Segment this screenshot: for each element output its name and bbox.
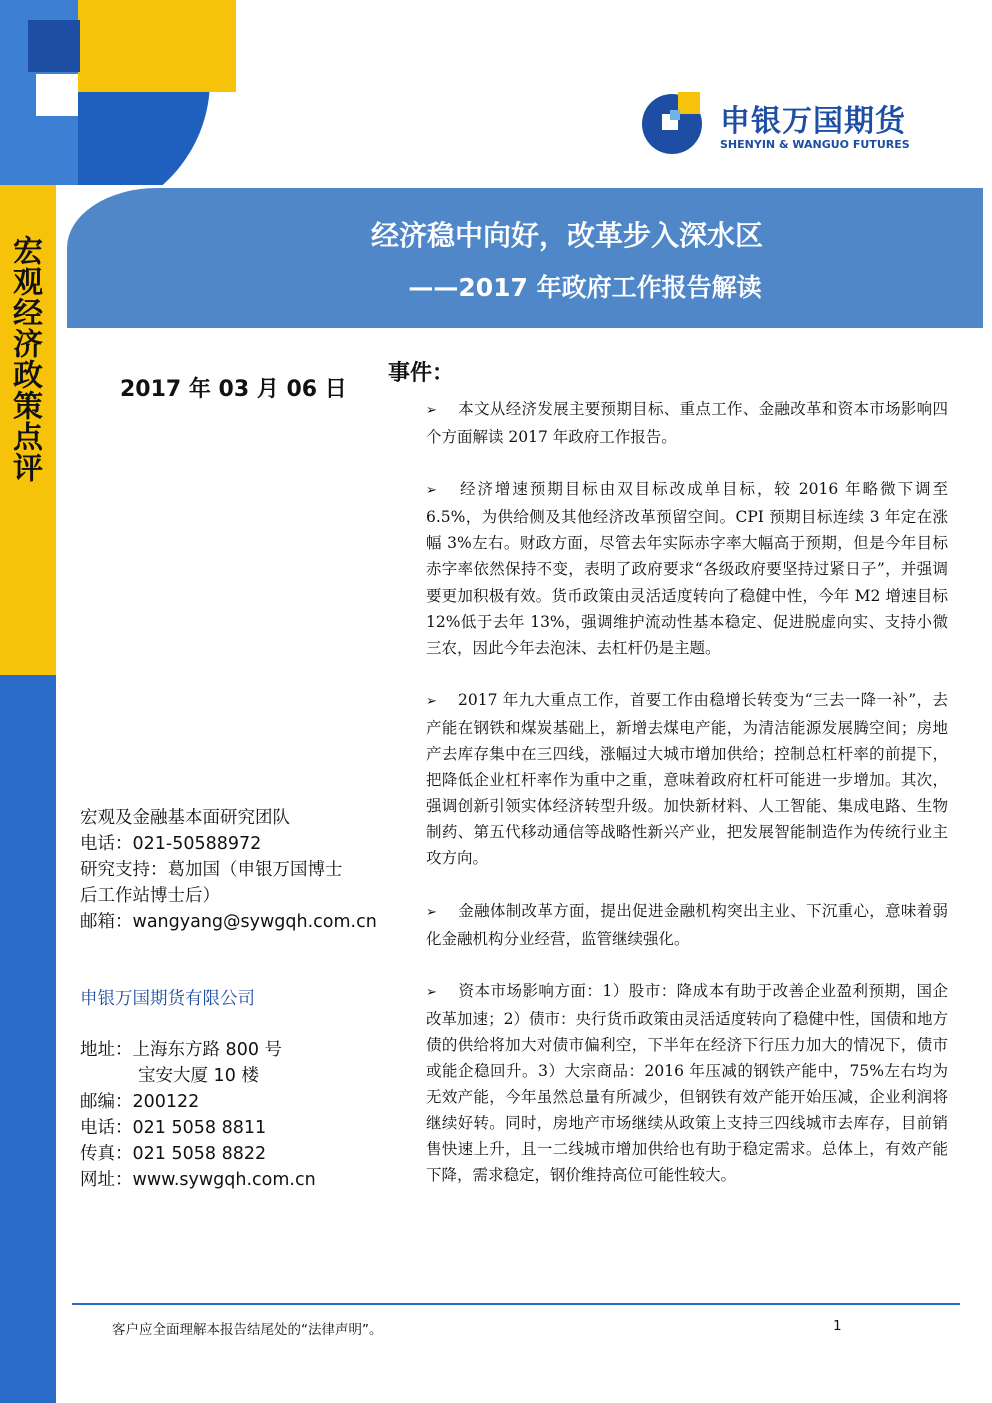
postcode: 邮编：200122: [80, 1092, 200, 1112]
paragraph: [426, 687, 948, 872]
report-date: 2017 年 03 月 06 日: [120, 377, 347, 402]
report-title: 经济稳中向好，改革步入深水区: [370, 219, 763, 252]
paragraph-text: 本文从经济发展主要预期目标、重点工作、金融改革和资本市场影响四个方面解读 2017 年政府工作报告。: [426, 400, 948, 447]
research-support-line2: 后工作站博士后）: [80, 886, 220, 906]
research-support-line1: 研究支持：葛加国（申银万国博士: [80, 860, 343, 880]
logo-mark-icon: [640, 88, 710, 158]
report-body: [426, 396, 948, 1214]
research-team-contact: [80, 805, 380, 935]
company-name: 申银万国期货有限公司: [80, 989, 255, 1009]
logo-name-cn: 申银万国期货: [720, 104, 906, 139]
bullet-arrow-icon: ➢: [426, 984, 437, 1000]
bullet-arrow-icon: ➢: [426, 403, 437, 418]
left-sidebar: [0, 185, 56, 1403]
company-contact: [80, 1037, 380, 1193]
paragraph: [426, 978, 948, 1189]
paragraph-text: 2017 年九大重点工作，首要工作由稳增长转变为“三去一降一补”，去产能在钢铁和煤炭基础上，新增去煤电产能，为清洁能源发展腾空间；房地产去库存集中在三四线，涨幅过大城市增加供给；控制总杠杆率的前提下，把降低企业杠杆率作为重中之重，意味着政府杠杆可能进一步增加。其次，强调创新引领实体经济转型升级。加快新材料、人工智能、集成电路、生物制药、第五代移动通信等战略性新兴产业，把发展智能制造作为传统行业主攻方向。: [426, 690, 948, 868]
company-website[interactable]: 网址：www.sywgqh.com.cn: [80, 1170, 316, 1190]
event-heading: 事件：: [388, 361, 455, 386]
sidebar-blue-band: [0, 675, 56, 1403]
bullet-arrow-icon: ➢: [426, 693, 437, 709]
address-line2: 宝安大厦 10 楼: [138, 1066, 259, 1086]
footer-divider: [72, 1303, 960, 1305]
report-category: 宏观经济政策点评: [7, 235, 42, 483]
deco-navy-square: [28, 20, 80, 72]
paragraph: [426, 476, 948, 661]
report-subtitle: ——2017 年政府工作报告解读: [408, 273, 762, 302]
paragraph-text: 金融体制改革方面，提出促进金融机构突出主业、下沉重心，意味着弱化金融机构分业经营，监管继续强化。: [426, 901, 948, 948]
header-decoration: [0, 0, 240, 185]
deco-white-square: [36, 74, 78, 116]
logo-name-en: SHENYIN & WANGUO FUTURES: [720, 138, 910, 151]
company-phone: 电话：021 5058 8811: [80, 1118, 267, 1138]
paragraph-text: 经济增速预期目标由双目标改成单目标，较 2016 年略微下调至 6.5%，为供给侧及其他经济改革预留空间。CPI 预期目标连续 3 年定在涨幅 3%左右。财政方面，尽管去年实际赤字率大幅高于预期，但是今年目标赤字率依然保持不变，表明了政府要求“各级政府要坚持过紧日子”，并强调要更加积极有效。货币政策由灵活适度转向了稳健中性，今年 M2 增速目标 12%低于去年 13%，强调维护流动性基本稳定、促进脱虚向实、支持小微三农，因此今年去泡沫、去杠杆仍是主题。: [426, 480, 948, 657]
page-number: 1: [833, 1318, 842, 1334]
team-phone: 电话：021-50588972: [80, 834, 262, 854]
paragraph-text: 资本市场影响方面：1）股市：降成本有助于改善企业盈利预期，国企改革加速；2）债市：央行货币政策由灵活适度转向了稳健中性，国债和地方债的供给将加大对债市偏利空，下半年在经济下行压力加大的情况下，债市或能企稳回升。3）大宗商品：2016 年压减的钢铁产能中，75%左右均为无效产能，今年虽然总量有所减少，但钢铁有效产能开始压减，企业利润将继续好转。同时，房地产市场继续从政策上支持三四线城市去库存，目前销售快速上升，且一二线城市增加供给也有助于稳定需求。总体上，有效产能下降，需求稳定，钢价维持高位可能性较大。: [426, 981, 948, 1185]
team-name: 宏观及金融基本面研究团队: [80, 808, 290, 828]
address-line1: 地址：上海东方路 800 号: [80, 1040, 283, 1060]
company-fax: 传真：021 5058 8822: [80, 1144, 267, 1164]
company-logo: [640, 88, 940, 158]
paragraph: [426, 396, 948, 450]
bullet-arrow-icon: ➢: [426, 483, 437, 499]
deco-yellow-block: [78, 0, 236, 92]
bullet-arrow-icon: ➢: [426, 904, 437, 920]
paragraph: [426, 898, 948, 952]
team-email[interactable]: 邮箱：wangyang@sywgqh.com.cn: [80, 912, 377, 932]
footer-note: 客户应全面理解本报告结尾处的“法律声明”。: [112, 1322, 383, 1338]
title-banner: [67, 188, 983, 328]
